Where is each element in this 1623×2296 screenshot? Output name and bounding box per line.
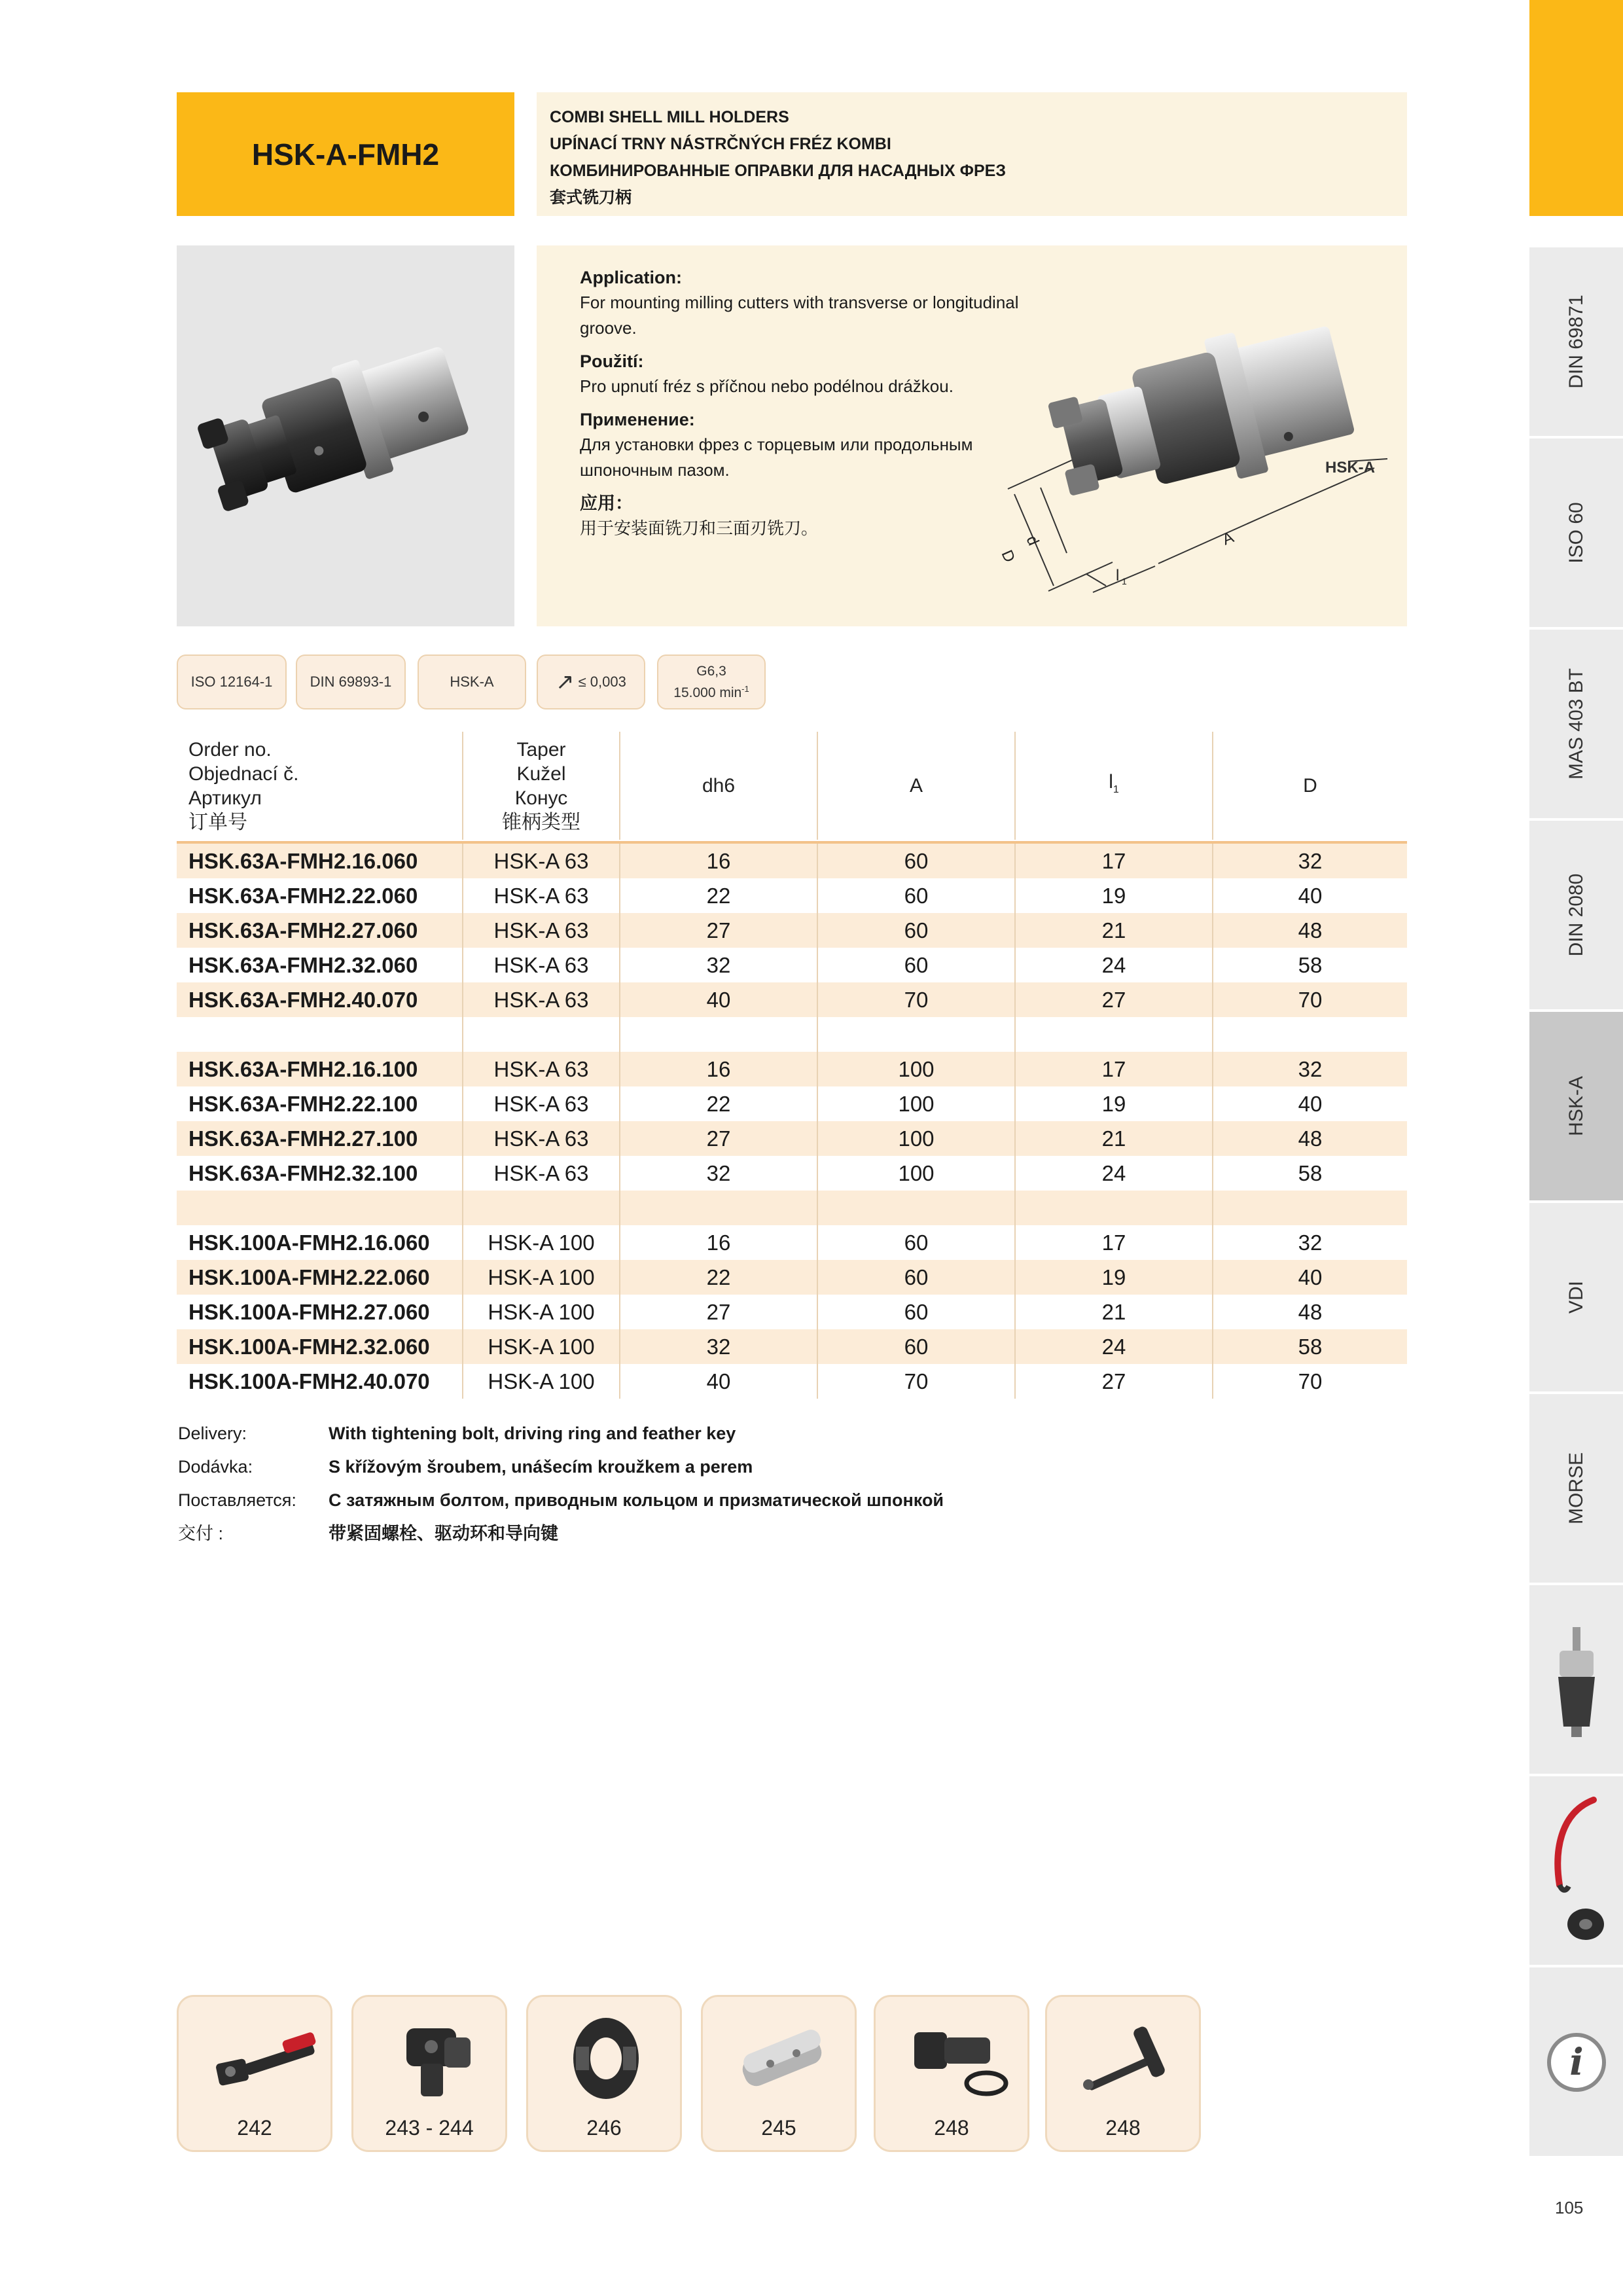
cell-taper: HSK-A 100 — [488, 1265, 595, 1289]
header-order-en: Order no. — [188, 738, 272, 761]
cell-dh6: 16 — [706, 849, 731, 873]
delivery-value: С затяжным болтом, приводным кольцом и призматической шпонкой — [329, 1490, 944, 1510]
cell-D — [1213, 1017, 1407, 1052]
accessory-coolant-tube[interactable] — [874, 1995, 1029, 2152]
cell-taper — [463, 1191, 619, 1225]
cell-l1: 21 — [1101, 1126, 1126, 1151]
header-taper — [463, 732, 619, 840]
cell-A: 60 — [904, 953, 929, 977]
cell-dh6: 27 — [706, 1300, 731, 1324]
sidebar-tab-label: VDI — [1565, 1280, 1587, 1314]
header-taper-en: Taper — [516, 738, 566, 761]
cell-l1: 24 — [1101, 1335, 1126, 1359]
delivery-row-cz — [177, 1450, 1407, 1484]
header-D — [1213, 732, 1407, 840]
runout-arrow-icon: ↗ — [556, 670, 575, 694]
cell-dh6 — [620, 1017, 817, 1052]
cell-D: 40 — [1298, 1092, 1323, 1116]
cell-taper: HSK-A 63 — [493, 988, 589, 1012]
delivery-row-en — [177, 1417, 1407, 1450]
cell-D: 32 — [1298, 1230, 1323, 1255]
application-heading-cz: Použití: — [580, 351, 644, 371]
table-row — [177, 1329, 1407, 1364]
dimension-diagram — [995, 278, 1394, 605]
application-panel — [537, 245, 1407, 626]
table-row — [177, 982, 1407, 1017]
dim-label-l-sub: 1 — [1122, 576, 1127, 586]
accessory-page: 242 — [237, 2116, 272, 2140]
cell-order-no: HSK.63A-FMH2.27.100 — [188, 1126, 418, 1151]
cell-order-no — [188, 1191, 463, 1225]
badge-balance-speed-value: 15.000 min — [673, 685, 742, 700]
application-text-en-1: For mounting milling cutters with transverse or longitudinal — [580, 293, 1019, 312]
table-row — [177, 844, 1407, 878]
coolant-tube-icon — [888, 2009, 1019, 2107]
badge-hsk — [418, 655, 526, 709]
header-dh6-label: dh6 — [702, 775, 736, 797]
application-text-zh-1: 用于安装面铣刀和三面刃铣刀。 — [580, 518, 819, 538]
badge-runout — [537, 655, 645, 709]
application-heading-en: Application: — [580, 268, 682, 287]
cell-order-no: HSK.63A-FMH2.16.100 — [188, 1057, 418, 1081]
accessory-page: 246 — [586, 2116, 622, 2140]
header-order-no — [188, 732, 450, 840]
header-taper-cz: Kužel — [516, 762, 566, 785]
sidebar-tab-label: DIN 69871 — [1565, 295, 1587, 389]
badge-din — [296, 655, 406, 709]
application-text-ru-2: шпоночным пазом. — [580, 460, 730, 480]
badge-iso — [177, 655, 287, 709]
delivery-label: Delivery: — [178, 1424, 247, 1443]
cell-order-no: HSK.63A-FMH2.32.060 — [188, 953, 418, 977]
accessory-driving-ring[interactable] — [526, 1995, 682, 2152]
cell-order-no: HSK.100A-FMH2.22.060 — [188, 1265, 430, 1289]
cell-dh6: 16 — [706, 1057, 731, 1081]
cell-order-no — [188, 1017, 463, 1052]
cell-l1: 17 — [1101, 1230, 1126, 1255]
cell-order-no: HSK.100A-FMH2.40.070 — [188, 1369, 430, 1393]
cell-order-no: HSK.63A-FMH2.22.060 — [188, 884, 418, 908]
driving-ring-icon — [541, 2009, 671, 2107]
table-row — [177, 1364, 1407, 1399]
cell-dh6: 22 — [706, 1265, 731, 1289]
dimension-lines — [1008, 459, 1387, 592]
product-title-box — [177, 92, 514, 216]
badge-din-text: DIN 69893-1 — [310, 673, 392, 690]
accessory-tightening-bolt[interactable] — [351, 1995, 507, 2152]
sidebar-tab-drill-chuck[interactable] — [1529, 1585, 1623, 1774]
page-number: 105 — [1555, 2198, 1584, 2217]
dim-label-D: D — [997, 547, 1019, 565]
header-order-zh: 订单号 — [188, 811, 247, 833]
accessory-page: 248 — [934, 2116, 969, 2140]
cell-l1: 17 — [1101, 1057, 1126, 1081]
header-order-ru: Артикул — [188, 787, 262, 809]
cell-order-no: HSK.100A-FMH2.16.060 — [188, 1230, 430, 1255]
sidebar-tab-label: MAS 403 BT — [1565, 668, 1587, 780]
product-title: HSK-A-FMH2 — [251, 137, 440, 171]
sidebar-tab-label: DIN 2080 — [1565, 873, 1587, 957]
dim-label-l: l — [1116, 567, 1120, 584]
subtitle-cz: UPÍNACÍ TRNY NÁSTRČNÝCH FRÉZ KOMBI — [550, 135, 891, 153]
cell-D: 32 — [1298, 849, 1323, 873]
cell-D: 48 — [1298, 1300, 1323, 1324]
t-handle-key-icon — [1060, 2009, 1190, 2107]
header-A-label: A — [909, 775, 923, 797]
sidebar-tab-label: MORSE — [1565, 1452, 1587, 1525]
sidebar-tab-morse[interactable] — [1529, 1394, 1623, 1583]
cell-l1: 19 — [1101, 1092, 1126, 1116]
delivery-value: With tightening bolt, driving ring and feather key — [329, 1424, 736, 1443]
cell-A: 60 — [904, 918, 929, 942]
tool-holder-photo-icon — [177, 245, 514, 626]
table-row — [177, 878, 1407, 913]
header-l1-label — [1109, 770, 1119, 802]
table-row — [177, 1156, 1407, 1191]
cell-D: 58 — [1298, 1161, 1323, 1185]
dim-label-d: d — [1022, 533, 1043, 548]
application-text — [580, 265, 1051, 541]
table-row — [177, 1052, 1407, 1086]
cell-D: 70 — [1298, 1369, 1323, 1393]
wrench-icon — [191, 2009, 322, 2107]
cell-order-no: HSK.63A-FMH2.16.060 — [188, 849, 418, 873]
cell-D: 58 — [1298, 953, 1323, 977]
table-row — [177, 913, 1407, 948]
badge-runout-text: ≤ 0,003 — [578, 673, 626, 690]
cell-l1: 27 — [1101, 1369, 1126, 1393]
cell-A: 70 — [904, 988, 929, 1012]
cell-dh6: 40 — [706, 988, 731, 1012]
cell-dh6: 16 — [706, 1230, 731, 1255]
cell-dh6: 32 — [706, 953, 731, 977]
application-heading-ru: Применение: — [580, 410, 695, 429]
cell-A: 100 — [898, 1126, 935, 1151]
cell-order-no: HSK.100A-FMH2.27.060 — [188, 1300, 430, 1324]
badge-balance-grade: G6,3 — [696, 664, 726, 679]
application-heading-zh: 应用： — [580, 493, 633, 513]
header-l-letter: l — [1109, 771, 1113, 793]
table-row — [177, 948, 1407, 982]
dim-label-hsk: HSK-A — [1325, 459, 1375, 476]
sidebar-tab-info[interactable] — [1529, 1967, 1623, 2156]
cell-A — [818, 1191, 1014, 1225]
cell-order-no: HSK.63A-FMH2.40.070 — [188, 988, 418, 1012]
application-text-ru-1: Для установки фрез с торцевым или продольным — [580, 435, 973, 454]
badge-balance-speed — [673, 680, 749, 702]
sidebar-tab-din-69871[interactable] — [1529, 247, 1623, 436]
cell-A — [818, 1017, 1014, 1052]
cell-D: 70 — [1298, 988, 1323, 1012]
table-header — [177, 732, 1407, 840]
delivery-value: 带紧固螺栓、驱动环和导向键 — [329, 1524, 558, 1543]
delivery-label: Поставляется: — [178, 1490, 296, 1510]
product-photo — [177, 245, 514, 626]
sidebar-tab-label: ISO 60 — [1565, 502, 1587, 564]
cell-l1 — [1016, 1017, 1212, 1052]
application-text-cz-1: Pro upnutí fréz s příčnou nebo podélnou drážkou. — [580, 376, 954, 396]
accessory-page: 243 - 244 — [385, 2116, 474, 2140]
cell-dh6: 22 — [706, 884, 731, 908]
sidebar-tab-label: HSK-A — [1565, 1076, 1587, 1136]
table-row — [177, 1295, 1407, 1329]
cell-D: 40 — [1298, 1265, 1323, 1289]
cell-order-no: HSK.63A-FMH2.22.100 — [188, 1092, 418, 1116]
badge-iso-text: ISO 12164-1 — [190, 673, 273, 690]
accessory-page: 245 — [761, 2116, 796, 2140]
cell-taper: HSK-A 63 — [493, 1161, 589, 1185]
cell-D: 48 — [1298, 1126, 1323, 1151]
cell-taper: HSK-A 100 — [488, 1335, 595, 1359]
cell-dh6 — [620, 1191, 817, 1225]
header-taper-ru: Конус — [514, 787, 568, 809]
delivery-value: S křížovým šroubem, unášecím kroužkem a perem — [329, 1457, 753, 1477]
badge-balance-speed-sup: -1 — [741, 684, 749, 694]
subtitle-en: COMBI SHELL MILL HOLDERS — [550, 108, 789, 126]
product-subtitle-box — [537, 92, 1407, 216]
accessory-wrench[interactable] — [177, 1995, 332, 2152]
cell-dh6: 32 — [706, 1161, 731, 1185]
header-order-cz: Objednací č. — [188, 762, 299, 785]
cell-taper: HSK-A 63 — [493, 918, 589, 942]
dim-label-A: A — [1220, 528, 1237, 549]
cell-A: 70 — [904, 1369, 929, 1393]
cell-l1: 17 — [1101, 849, 1126, 873]
cell-order-no: HSK.63A-FMH2.27.060 — [188, 918, 418, 942]
sidebar-tab-mas-403-bt[interactable] — [1529, 630, 1623, 818]
svg-text:i: i — [1569, 2041, 1584, 2084]
cell-D: 48 — [1298, 918, 1323, 942]
cell-l1: 24 — [1101, 953, 1126, 977]
cell-D: 40 — [1298, 884, 1323, 908]
cell-A: 100 — [898, 1092, 935, 1116]
cell-l1: 21 — [1101, 1300, 1126, 1324]
sidebar-top-accent — [1529, 0, 1623, 216]
cell-D: 58 — [1298, 1335, 1323, 1359]
cell-order-no: HSK.100A-FMH2.32.060 — [188, 1335, 430, 1359]
delivery-row-zh — [177, 1517, 1407, 1551]
cell-order-no: HSK.63A-FMH2.32.100 — [188, 1161, 418, 1185]
cell-l1: 24 — [1101, 1161, 1126, 1185]
cell-l1 — [1016, 1191, 1212, 1225]
cell-dh6: 27 — [706, 1126, 731, 1151]
cell-taper: HSK-A 63 — [493, 1057, 589, 1081]
cell-A: 100 — [898, 1057, 935, 1081]
delivery-label: 交付 : — [178, 1524, 224, 1543]
cell-dh6: 32 — [706, 1335, 731, 1359]
table-row — [177, 1086, 1407, 1121]
cell-A: 60 — [904, 884, 929, 908]
badge-balance — [657, 655, 766, 709]
subtitle-ru: КОМБИНИРОВАННЫЕ ОПРАВКИ ДЛЯ НАСАДНЫХ ФРЕЗ — [550, 162, 1006, 180]
holder-drawing — [1042, 310, 1359, 520]
sidebar-tab-vdi[interactable] — [1529, 1203, 1623, 1391]
cell-l1: 27 — [1101, 988, 1126, 1012]
info-icon — [1540, 1978, 1613, 2147]
cell-taper: HSK-A 63 — [493, 1126, 589, 1151]
cell-A: 100 — [898, 1161, 935, 1185]
sidebar-tab-hook-wrench[interactable] — [1529, 1776, 1623, 1965]
cell-A: 60 — [904, 849, 929, 873]
cell-taper: HSK-A 63 — [493, 849, 589, 873]
table-spacer-row — [177, 1191, 1407, 1225]
cell-A: 60 — [904, 1300, 929, 1324]
accessory-feather-key[interactable] — [701, 1995, 857, 2152]
cell-taper: HSK-A 100 — [488, 1369, 595, 1393]
cell-taper: HSK-A 63 — [493, 884, 589, 908]
header-l-sub: 1 — [1113, 784, 1119, 795]
header-D-label: D — [1303, 775, 1317, 797]
cell-A: 60 — [904, 1335, 929, 1359]
cell-dh6: 27 — [706, 918, 731, 942]
table-row — [177, 1225, 1407, 1260]
header-dh6 — [620, 732, 817, 840]
cell-D — [1213, 1191, 1407, 1225]
table-row — [177, 1260, 1407, 1295]
accessory-t-handle-key[interactable] — [1045, 1995, 1201, 2152]
subtitle-zh: 套式铣刀柄 — [550, 188, 632, 207]
cell-D: 32 — [1298, 1057, 1323, 1081]
table-spacer-row — [177, 1017, 1407, 1052]
accessory-page: 248 — [1105, 2116, 1141, 2140]
product-table — [177, 844, 1407, 1399]
cell-dh6: 22 — [706, 1092, 731, 1116]
sidebar-tab-iso-60[interactable] — [1529, 439, 1623, 627]
header-taper-zh: 锥柄类型 — [502, 811, 580, 833]
cell-dh6: 40 — [706, 1369, 731, 1393]
cell-taper — [463, 1017, 619, 1052]
header-A — [818, 732, 1014, 840]
cell-taper: HSK-A 100 — [488, 1230, 595, 1255]
drill-chuck-icon — [1540, 1596, 1613, 1765]
tightening-bolt-icon — [366, 2009, 497, 2107]
cell-A: 60 — [904, 1265, 929, 1289]
delivery-label: Dodávka: — [178, 1457, 253, 1477]
cell-l1: 21 — [1101, 918, 1126, 942]
cell-taper: HSK-A 63 — [493, 953, 589, 977]
sidebar-tab-hsk-a[interactable] — [1529, 1012, 1623, 1200]
application-text-en-2: groove. — [580, 318, 637, 338]
cell-l1: 19 — [1101, 1265, 1126, 1289]
sidebar-tab-din-2080[interactable] — [1529, 821, 1623, 1009]
feather-key-icon — [715, 2009, 846, 2107]
cell-taper: HSK-A 63 — [493, 1092, 589, 1116]
cell-A: 60 — [904, 1230, 929, 1255]
header-l1 — [1016, 732, 1212, 840]
delivery-row-ru — [177, 1484, 1407, 1517]
table-row — [177, 1121, 1407, 1156]
cell-taper: HSK-A 100 — [488, 1300, 595, 1324]
badge-hsk-text: HSK-A — [450, 673, 494, 690]
cell-l1: 19 — [1101, 884, 1126, 908]
hook-wrench-icon — [1540, 1787, 1613, 1956]
delivery-info — [177, 1417, 1407, 1551]
